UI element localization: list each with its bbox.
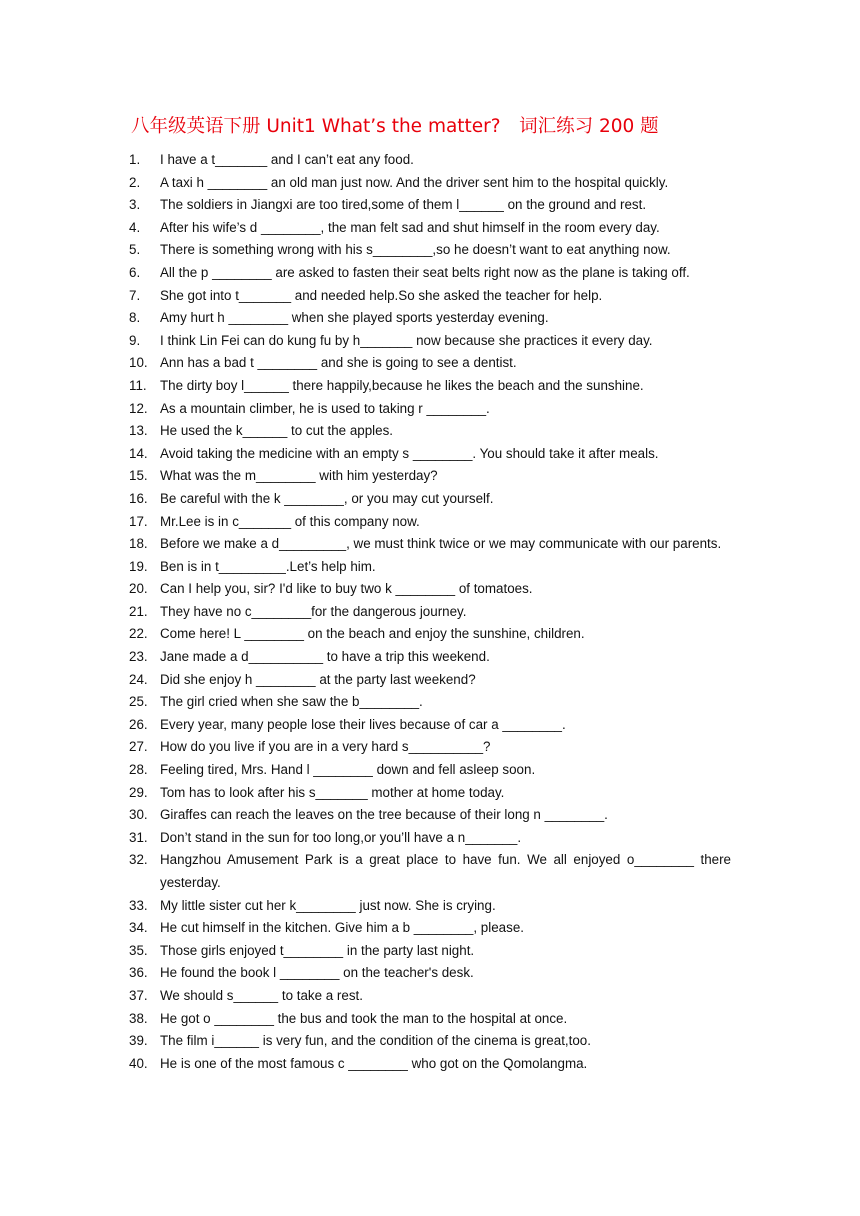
exercise-number: 19. bbox=[129, 558, 148, 574]
exercise-number: 31. bbox=[129, 829, 148, 845]
exercise-text: Jane made a d__________ to have a trip this weekend. bbox=[160, 649, 490, 665]
exercise-number: 21. bbox=[129, 603, 148, 619]
exercise-number: 30. bbox=[129, 807, 148, 823]
exercise-item bbox=[129, 352, 731, 375]
exercise-text: How do you live if you are in a very hard s__________? bbox=[160, 739, 491, 755]
exercise-number: 25. bbox=[129, 694, 148, 710]
exercise-number: 11. bbox=[129, 377, 147, 393]
exercise-text: There is something wrong with his s________,so he doesn’t want to eat anything now. bbox=[160, 242, 671, 258]
exercise-item bbox=[129, 669, 731, 692]
exercise-number: 22. bbox=[129, 626, 148, 642]
exercise-number: 10. bbox=[129, 355, 148, 371]
exercise-item bbox=[129, 601, 731, 624]
exercise-text: He found the book l ________ on the teacher's desk. bbox=[160, 965, 474, 981]
exercise-item bbox=[129, 917, 731, 940]
exercise-text: Tom has to look after his s_______ mother at home today. bbox=[160, 784, 505, 800]
exercise-text: She got into t_______ and needed help.So she asked the teacher for help. bbox=[160, 287, 603, 303]
exercise-item bbox=[129, 1008, 731, 1031]
exercise-number: 16. bbox=[129, 490, 148, 506]
exercise-text: Come here! L ________ on the beach and enjoy the sunshine, children. bbox=[160, 626, 585, 642]
exercise-text: Avoid taking the medicine with an empty s ________. You should take it after meals. bbox=[160, 445, 659, 461]
exercise-text: Be careful with the k ________, or you may cut yourself. bbox=[160, 490, 494, 506]
exercise-number: 37. bbox=[129, 987, 148, 1003]
exercise-number: 17. bbox=[129, 513, 148, 529]
exercise-text: We should s______ to take a rest. bbox=[160, 987, 363, 1003]
exercise-item bbox=[129, 1030, 731, 1053]
exercise-item bbox=[129, 962, 731, 985]
exercise-item bbox=[129, 714, 731, 737]
exercise-text: Ben is in t_________.Let’s help him. bbox=[160, 558, 376, 574]
exercise-number: 1. bbox=[129, 152, 141, 167]
exercise-item bbox=[129, 149, 731, 172]
exercise-number: 7. bbox=[129, 287, 141, 303]
exercise-text: The dirty boy l______ there happily,because he likes the beach and the sunshine. bbox=[160, 377, 644, 393]
exercise-number: 33. bbox=[129, 897, 148, 913]
exercise-text: I have a t_______ and I can’t eat any food. bbox=[160, 152, 414, 167]
exercise-item bbox=[129, 895, 731, 918]
exercise-number: 9. bbox=[129, 332, 141, 348]
exercise-item bbox=[129, 172, 731, 195]
exercise-text: Mr.Lee is in c_______ of this company now. bbox=[160, 513, 420, 529]
exercise-text: Ann has a bad t ________ and she is going to see a dentist. bbox=[160, 355, 517, 371]
exercise-text: The soldiers in Jiangxi are too tired,some of them l______ on the ground and rest. bbox=[160, 197, 647, 213]
exercise-number: 27. bbox=[129, 739, 148, 755]
exercise-number: 26. bbox=[129, 716, 148, 732]
exercise-item bbox=[129, 759, 731, 782]
exercise-item bbox=[129, 804, 731, 827]
exercise-item bbox=[129, 736, 731, 759]
exercise-number: 36. bbox=[129, 965, 148, 981]
exercise-text: Giraffes can reach the leaves on the tree because of their long n ________. bbox=[160, 807, 608, 823]
exercise-item bbox=[129, 827, 731, 850]
exercise-number: 23. bbox=[129, 649, 148, 665]
exercise-number: 13. bbox=[129, 423, 148, 439]
exercise-number: 34. bbox=[129, 920, 148, 936]
exercise-item bbox=[129, 691, 731, 714]
exercise-text: He got o ________ the bus and took the man to the hospital at once. bbox=[160, 1010, 568, 1026]
exercise-number: 12. bbox=[129, 400, 148, 416]
exercise-text: They have no c________for the dangerous journey. bbox=[160, 603, 467, 619]
document-title: 八年级英语下册 Unit1 What’s the matter? 词汇练习 200 题 bbox=[131, 116, 659, 137]
exercise-number: 40. bbox=[129, 1055, 148, 1071]
exercise-number: 35. bbox=[129, 942, 148, 958]
exercise-item bbox=[129, 375, 731, 398]
exercise-item bbox=[129, 533, 731, 556]
exercise-item bbox=[129, 985, 731, 1008]
exercise-list bbox=[129, 149, 731, 1075]
exercise-item bbox=[129, 782, 731, 805]
exercise-number: 15. bbox=[129, 468, 148, 484]
exercise-number: 8. bbox=[129, 310, 141, 326]
exercise-text: Feeling tired, Mrs. Hand l ________ down and fell asleep soon. bbox=[160, 762, 536, 778]
exercise-number: 39. bbox=[129, 1033, 148, 1049]
exercise-text: Before we make a d_________, we must think twice or we may communicate with our parents. bbox=[160, 536, 722, 552]
exercise-number: 3. bbox=[129, 197, 141, 213]
exercise-text: A taxi h ________ an old man just now. And the driver sent him to the hospital quickly. bbox=[160, 174, 669, 190]
exercise-item bbox=[129, 217, 731, 240]
exercise-number: 24. bbox=[129, 671, 148, 687]
exercise-item bbox=[129, 194, 731, 217]
exercise-number: 28. bbox=[129, 762, 148, 778]
exercise-item bbox=[129, 443, 731, 466]
exercise-text: He cut himself in the kitchen. Give him a b ________, please. bbox=[160, 920, 524, 936]
exercise-text: I think Lin Fei can do kung fu by h_______ now because she practices it every day. bbox=[160, 332, 653, 348]
exercise-text: Don’t stand in the sun for too long,or you’ll have a n_______. bbox=[160, 829, 522, 845]
exercise-number: 29. bbox=[129, 784, 148, 800]
exercise-item bbox=[129, 556, 731, 579]
exercise-number: 4. bbox=[129, 219, 141, 235]
exercise-text: Can I help you, sir? I'd like to buy two k ________ of tomatoes. bbox=[160, 581, 533, 597]
exercise-text: After his wife’s d ________, the man felt sad and shut himself in the room every day. bbox=[160, 219, 660, 235]
exercise-number: 18. bbox=[129, 536, 148, 552]
exercise-number: 20. bbox=[129, 581, 148, 597]
exercise-number: 32. bbox=[129, 852, 148, 868]
exercise-text: Did she enjoy h ________ at the party last weekend? bbox=[160, 671, 476, 687]
exercise-text: Hangzhou Amusement Park is a great place to have fun. We all enjoyed o________ there yesterday. bbox=[160, 852, 731, 890]
exercise-item bbox=[129, 511, 731, 534]
exercise-text: He used the k______ to cut the apples. bbox=[160, 423, 394, 439]
exercise-item bbox=[129, 262, 731, 285]
exercise-item bbox=[129, 330, 731, 353]
exercise-item bbox=[129, 849, 731, 894]
exercise-number: 14. bbox=[129, 445, 148, 461]
exercise-item bbox=[129, 465, 731, 488]
exercise-item bbox=[129, 646, 731, 669]
exercise-text: Those girls enjoyed t________ in the party last night. bbox=[160, 942, 475, 958]
exercise-item bbox=[129, 488, 731, 511]
exercise-number: 2. bbox=[129, 174, 141, 190]
exercise-number: 38. bbox=[129, 1010, 148, 1026]
exercise-item bbox=[129, 239, 731, 262]
exercise-text: My little sister cut her k________ just now. She is crying. bbox=[160, 897, 496, 913]
exercise-item bbox=[129, 1053, 731, 1076]
exercise-text: All the p ________ are asked to fasten their seat belts right now as the plane is taking off. bbox=[160, 264, 690, 280]
exercise-text: He is one of the most famous c ________ who got on the Qomolangma. bbox=[160, 1055, 588, 1071]
exercise-text: The film i______ is very fun, and the condition of the cinema is great,too. bbox=[160, 1033, 591, 1049]
exercise-text: The girl cried when she saw the b________. bbox=[160, 694, 423, 710]
exercise-item bbox=[129, 623, 731, 646]
exercise-number: 5. bbox=[129, 242, 141, 258]
exercise-text: Every year, many people lose their lives because of car a ________. bbox=[160, 716, 566, 732]
exercise-text: Amy hurt h ________ when she played sports yesterday evening. bbox=[160, 310, 549, 326]
exercise-item bbox=[129, 578, 731, 601]
exercise-text: What was the m________ with him yesterday? bbox=[160, 468, 438, 484]
exercise-number: 6. bbox=[129, 264, 141, 280]
exercise-item bbox=[129, 420, 731, 443]
exercise-item bbox=[129, 307, 731, 330]
exercise-item bbox=[129, 940, 731, 963]
exercise-text: As a mountain climber, he is used to taking r ________. bbox=[160, 400, 490, 416]
exercise-item bbox=[129, 285, 731, 308]
exercise-item bbox=[129, 398, 731, 421]
